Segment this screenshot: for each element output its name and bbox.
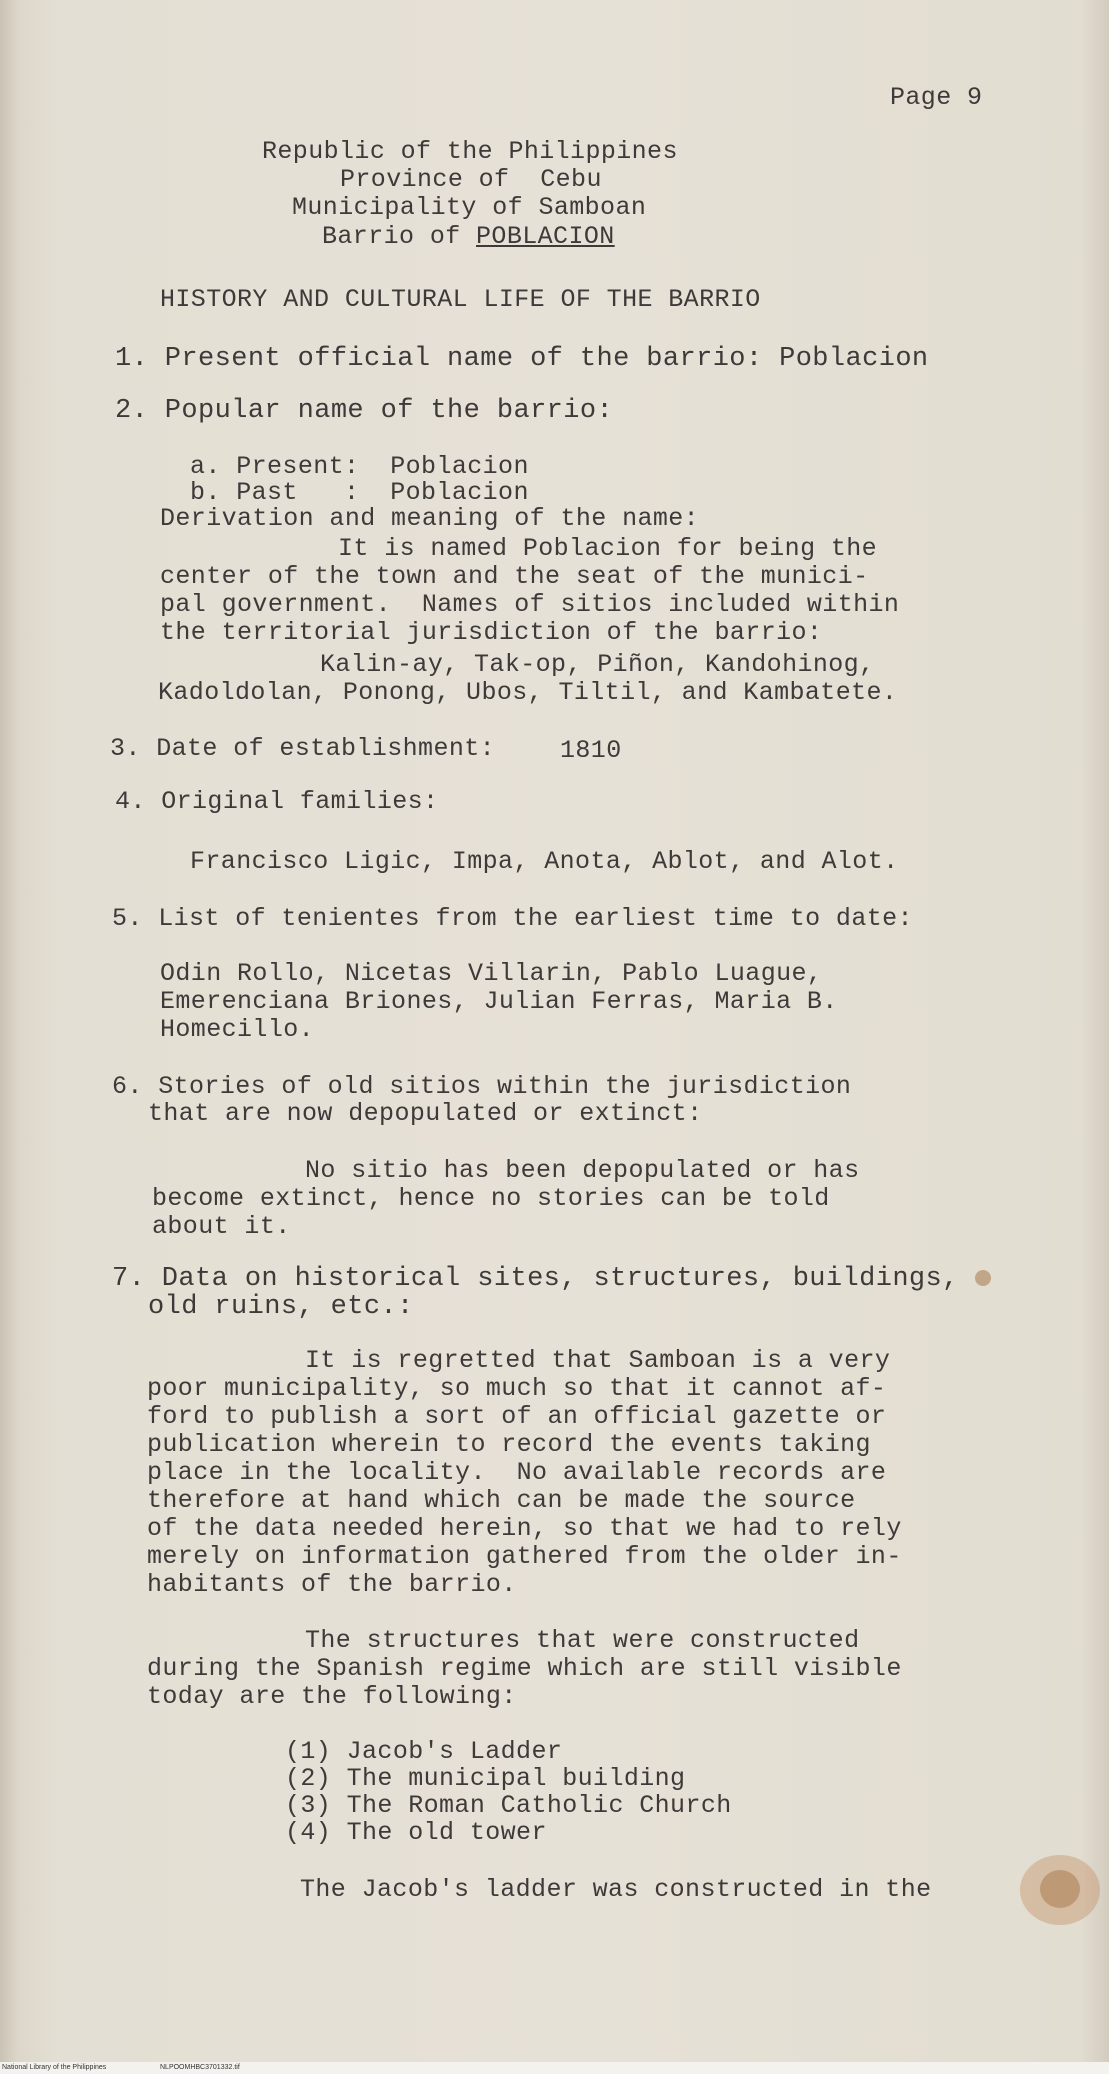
barrio-name: POBLACION (476, 222, 615, 251)
item-2-para-3: pal government. Names of sitios included within (160, 590, 900, 619)
item-6-para-1: No sitio has been depopulated or has (305, 1156, 860, 1185)
header-line-4-prefix: Barrio of (322, 222, 477, 251)
item-7-para-9: habitants of the barrio. (147, 1570, 517, 1599)
item-7-para-5: place in the locality. No available records are (147, 1458, 887, 1487)
item-3-value: 1810 (560, 736, 622, 765)
item-2-para-4: the territorial jurisdiction of the barrio: (160, 618, 823, 647)
item-1: 1. Present official name of the barrio: Poblacion (115, 344, 929, 374)
item-7-para-8: merely on information gathered from the older in- (147, 1542, 902, 1571)
item-2-past: b. Past : Poblacion (190, 478, 529, 507)
item-7-para-3: ford to publish a sort of an official gazette or (147, 1402, 887, 1431)
scan-footer (0, 2062, 1109, 2074)
stain-spot (975, 1270, 991, 1286)
item-7-structures-2: during the Spanish regime which are still visible (147, 1654, 902, 1683)
item-7-para-4: publication wherein to record the events taking (147, 1430, 871, 1459)
item-2-para-2: center of the town and the seat of the munici- (160, 562, 869, 591)
structure-item: (4) The old tower (285, 1818, 547, 1847)
item-5-heading: 5. List of tenientes from the earliest time to date: (112, 904, 913, 933)
item-2-derivation: Derivation and meaning of the name: (160, 504, 700, 533)
header-line-2: Province of Cebu (340, 165, 602, 194)
structure-item: (1) Jacob's Ladder (285, 1737, 563, 1766)
item-3-label: 3. Date of establishment: (110, 734, 496, 763)
item-5-list-3: Homecillo. (160, 1015, 315, 1044)
item-5-list-2: Emerenciana Briones, Julian Ferras, Maria B. (160, 987, 838, 1016)
item-7-structures-1: The structures that were constructed (305, 1626, 860, 1655)
item-7-last-line: The Jacob's ladder was constructed in the (300, 1875, 932, 1904)
item-6-heading-1: 6. Stories of old sitios within the jurisdiction (112, 1072, 852, 1101)
item-7-structures-3: today are the following: (147, 1682, 517, 1711)
header-line-4 (322, 223, 615, 251)
footer-filename: NLPOOMHBC3701332.tif (160, 2064, 240, 2071)
item-6-heading-2: that are now depopulated or extinct: (148, 1099, 703, 1128)
page-number: Page 9 (890, 83, 983, 112)
item-4-heading: 4. Original families: (115, 787, 439, 816)
item-2-sitios-1: Kalin-ay, Tak-op, Piñon, Kandohinog, (320, 650, 875, 679)
stain-spot (1040, 1870, 1080, 1908)
header-line-3: Municipality of Samboan (292, 193, 647, 222)
item-2-present: a. Present: Poblacion (190, 452, 529, 481)
item-6-para-2: become extinct, hence no stories can be told (152, 1184, 830, 1213)
item-2-heading: 2. Popular name of the barrio: (115, 396, 614, 426)
footer-library: National Library of the Philippines (2, 2064, 107, 2071)
item-5-list-1: Odin Rollo, Nicetas Villarin, Pablo Luague, (160, 959, 823, 988)
item-6-para-3: about it. (152, 1212, 291, 1241)
header-line-1: Republic of the Philippines (262, 137, 678, 166)
item-2-para-1: It is named Poblacion for being the (338, 534, 878, 563)
item-7-heading-1: 7. Data on historical sites, structures, buildings, (112, 1264, 959, 1294)
item-7-heading-2: old ruins, etc.: (148, 1292, 414, 1322)
item-4-families: Francisco Ligic, Impa, Anota, Ablot, and Alot. (190, 847, 899, 876)
item-2-sitios-2: Kadoldolan, Ponong, Ubos, Tiltil, and Kambatete. (158, 678, 898, 707)
structure-item: (3) The Roman Catholic Church (285, 1791, 732, 1820)
structure-item: (2) The municipal building (285, 1764, 686, 1793)
item-7-para-2: poor municipality, so much so that it cannot af- (147, 1374, 887, 1403)
document-title: HISTORY AND CULTURAL LIFE OF THE BARRIO (160, 285, 761, 314)
item-7-para-6: therefore at hand which can be made the source (147, 1486, 856, 1515)
item-7-para-1: It is regretted that Samboan is a very (305, 1346, 891, 1375)
item-7-para-7: of the data needed herein, so that we had to rely (147, 1514, 902, 1543)
